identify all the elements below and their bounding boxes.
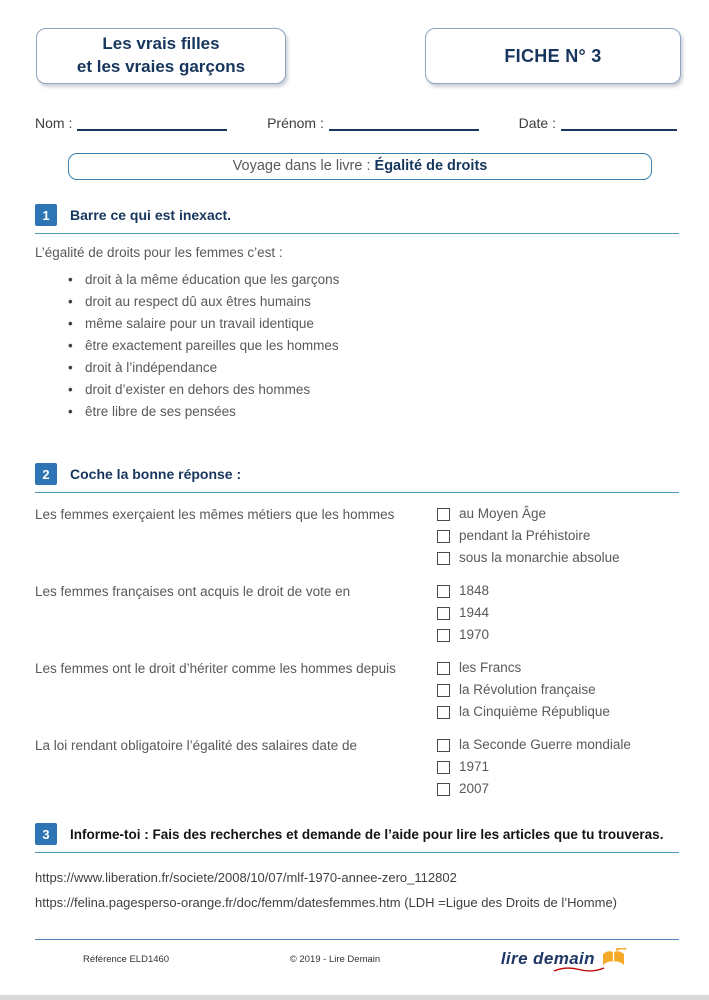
option-row bbox=[437, 528, 620, 544]
option-row bbox=[437, 506, 620, 522]
date-write-line bbox=[561, 114, 677, 131]
question-options bbox=[437, 737, 631, 797]
fiche-number-label: FICHE N° 3 bbox=[504, 45, 602, 66]
book-journey-banner bbox=[68, 153, 652, 180]
question-text: Les femmes françaises ont acquis le droit de vote en bbox=[35, 584, 351, 599]
option-label: la Seconde Guerre mondiale bbox=[459, 737, 631, 752]
bullet-item: • même salaire pour un travail identique bbox=[68, 313, 674, 335]
checkbox[interactable] bbox=[437, 530, 450, 543]
worksheet-title-line1: Les vrais filles bbox=[102, 34, 220, 54]
worksheet-title-box bbox=[36, 28, 286, 84]
section1-title: Barre ce qui est inexact. bbox=[70, 207, 232, 223]
bullet-item: • droit à l’indépendance bbox=[68, 357, 674, 379]
option-label: la Révolution française bbox=[459, 682, 596, 697]
checkbox[interactable] bbox=[437, 706, 450, 719]
question-row bbox=[35, 506, 679, 566]
checkbox[interactable] bbox=[437, 739, 450, 752]
option-row bbox=[437, 737, 631, 753]
question-options bbox=[437, 583, 489, 643]
option-label: 1971 bbox=[459, 759, 490, 774]
checkbox[interactable] bbox=[437, 783, 450, 796]
checkbox[interactable] bbox=[437, 761, 450, 774]
checkbox[interactable] bbox=[437, 662, 450, 675]
page-edge-shadow bbox=[0, 995, 709, 1000]
question-row bbox=[35, 583, 679, 643]
section1-number-badge: 1 bbox=[35, 204, 57, 226]
nom-field-group bbox=[35, 114, 227, 131]
option-label: la Cinquième République bbox=[459, 704, 610, 719]
option-label: 1944 bbox=[459, 605, 490, 620]
date-field-group bbox=[519, 114, 677, 131]
article-link[interactable]: https://felina.pagesperso-orange.fr/doc/femm/datesfemmes.htm (LDH =Ligue des Droits de l’Homme) bbox=[35, 895, 618, 910]
checkbox[interactable] bbox=[437, 585, 450, 598]
option-label: les Francs bbox=[459, 660, 522, 675]
question-row bbox=[35, 660, 679, 720]
logo-text: lire demain bbox=[500, 949, 595, 968]
nom-write-line bbox=[77, 114, 227, 131]
worksheet-title-line2: et les vraies garçons bbox=[76, 57, 246, 76]
option-row bbox=[437, 605, 489, 621]
option-row bbox=[437, 682, 610, 698]
date-label: Date : bbox=[518, 115, 556, 131]
logo-flourish-mark bbox=[553, 965, 605, 976]
bullet-item: • droit au respect dû aux êtres humains bbox=[68, 291, 674, 313]
option-row bbox=[437, 781, 631, 797]
checkbox[interactable] bbox=[437, 629, 450, 642]
checkbox[interactable] bbox=[437, 684, 450, 697]
option-row bbox=[437, 704, 610, 720]
option-row bbox=[437, 627, 489, 643]
section3-links bbox=[35, 870, 674, 910]
question-row bbox=[35, 737, 679, 797]
nom-label: Nom : bbox=[35, 115, 73, 131]
prenom-write-line bbox=[329, 114, 479, 131]
section2-number-badge: 2 bbox=[35, 463, 57, 485]
article-link[interactable]: https://www.liberation.fr/societe/2008/10/07/mlf-1970-annee-zero_112802 bbox=[35, 870, 457, 885]
question-text: Les femmes ont le droit d’hériter comme les hommes depuis bbox=[35, 661, 396, 676]
header bbox=[0, 0, 709, 84]
question-options bbox=[437, 506, 620, 566]
question-text: Les femmes exerçaient les mêmes métiers que les hommes bbox=[35, 507, 395, 522]
section3-number-badge: 3 bbox=[35, 823, 57, 845]
prenom-field-group bbox=[267, 114, 479, 131]
checkbox[interactable] bbox=[437, 552, 450, 565]
bullet-item: • droit d’exister en dehors des hommes bbox=[68, 379, 674, 401]
option-label: 1848 bbox=[459, 583, 490, 598]
copyright-label: © 2019 - Lire Demain bbox=[289, 953, 381, 965]
bullet-item: • être exactement pareilles que les hommes bbox=[68, 335, 674, 357]
option-row bbox=[437, 759, 631, 775]
section1-intro: L’égalité de droits pour les femmes c’est : bbox=[35, 245, 283, 260]
section2-title: Coche la bonne réponse : bbox=[70, 466, 242, 482]
option-label: 2007 bbox=[459, 781, 490, 796]
footer bbox=[35, 939, 679, 970]
banner-title: Égalité de droits bbox=[374, 158, 488, 174]
section2-header bbox=[35, 463, 679, 493]
option-label: 1970 bbox=[459, 627, 490, 642]
lire-demain-logo bbox=[501, 948, 627, 970]
option-label: au Moyen Âge bbox=[459, 506, 547, 521]
section3-title: Informe-toi : Fais des recherches et demande de l’aide pour lire les articles que tu trouveras. bbox=[70, 826, 664, 842]
bullet-item: • être libre de ses pensées bbox=[68, 401, 674, 423]
option-label: sous la monarchie absolue bbox=[459, 550, 620, 565]
checkbox[interactable] bbox=[437, 508, 450, 521]
option-label: pendant la Préhistoire bbox=[459, 528, 591, 543]
option-row bbox=[437, 550, 620, 566]
option-row bbox=[437, 583, 489, 599]
bullet-item: • droit à la même éducation que les garçons bbox=[68, 269, 674, 291]
reference-label: Référence ELD1460 bbox=[83, 953, 170, 965]
prenom-label: Prénom : bbox=[267, 115, 324, 131]
checkbox[interactable] bbox=[437, 607, 450, 620]
banner-prefix: Voyage dans le livre : bbox=[232, 158, 375, 174]
fiche-number-box bbox=[425, 28, 681, 84]
section3-header bbox=[35, 823, 679, 853]
question-options bbox=[437, 660, 610, 720]
section1-bullet-list bbox=[68, 269, 674, 423]
identity-row bbox=[35, 114, 677, 131]
question-text: La loi rendant obligatoire l’égalité des salaires date de bbox=[35, 738, 357, 753]
section2-questions bbox=[35, 506, 679, 797]
option-row bbox=[437, 660, 610, 676]
section1-header bbox=[35, 204, 679, 234]
